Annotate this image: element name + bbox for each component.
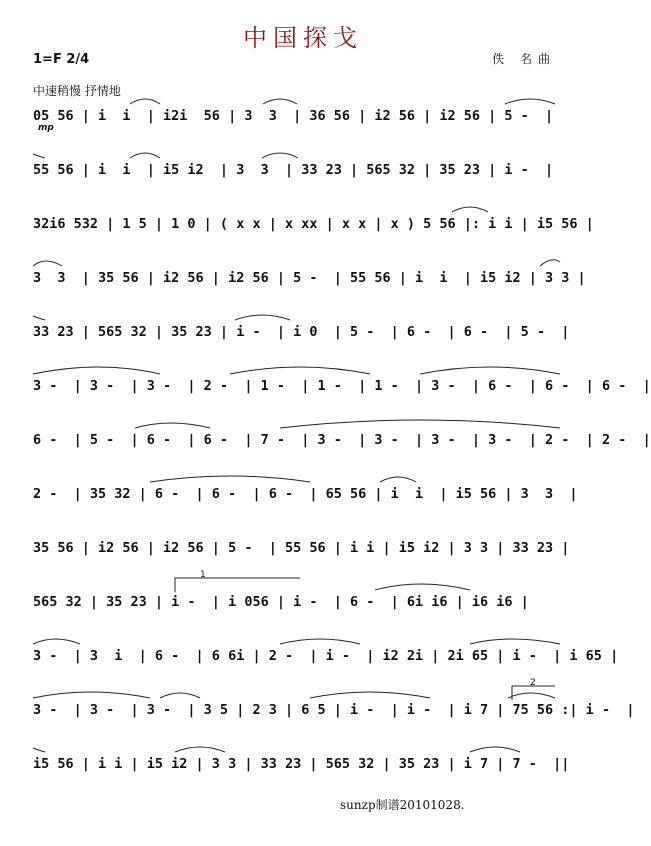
staff-line-13: i5 56 | i i | i5 i2 | 3 3 | 33 23 | 565 32 | 35 23 | i 7 | 7 - ||	[33, 756, 570, 772]
staff-line-6: 3 - | 3 - | 3 - | 2 - | 1 - | 1 - | 1 - | 3 - | 6 - | 6 - | 6 - |	[33, 378, 651, 394]
staff-line-7: 6 - | 5 - | 6 - | 6 - | 7 - | 3 - | 3 - | 3 - | 3 - | 2 - | 2 - |	[33, 432, 651, 448]
staff-line-2: 55 56 | i i | i5 i2 | 3 3 | 33 23 | 565 32 | 35 23 | i - |	[33, 162, 554, 178]
staff-line-8: 2 - | 35 32 | 6 - | 6 - | 6 - | 65 56 | i i | i5 56 | 3 3 |	[33, 486, 578, 502]
staff-line-11: 3 - | 3 i | 6 - | 6 6i | 2 - | i - | i2 2i | 2i 65 | i - | i 65 |	[33, 648, 619, 664]
slur	[420, 367, 560, 374]
slur	[230, 367, 370, 374]
staff-line-4: 3 3 | 35 56 | i2 56 | i2 56 | 5 - | 55 56 | i i | i5 i2 | 3 3 |	[33, 270, 586, 286]
volta-2-label: 2	[530, 678, 536, 688]
footer-credit: sunzp制谱20101028.	[340, 798, 465, 812]
staff-line-3: 32i6 532 | 1 5 | 1 0 | ( x x | x xx | x x | x ) 5 56 |: i i | i5 56 |	[33, 216, 594, 232]
staff-line-1: 05 56 | i i | i2i 56 | 3 3 | 36 56 | i2 56 | i2 56 | 5 - |	[33, 108, 554, 124]
tempo-marking: 中速稍慢 抒情地	[33, 84, 121, 98]
staff-line-12: 3 - | 3 - | 3 - | 3 5 | 2 3 | 6 5 | i - | i - | i 7 | 75 56 :| i - |	[33, 702, 635, 718]
volta-1-label: 1	[200, 570, 206, 580]
composer-credit: 佚 名曲	[492, 52, 556, 66]
dynamic-marking: mp	[38, 123, 54, 133]
slur	[33, 367, 160, 374]
staff-line-5: 33 23 | 565 32 | 35 23 | i - | i 0 | 5 - | 6 - | 6 - | 5 - |	[33, 324, 570, 340]
key-signature: 1=F 2/4	[33, 52, 90, 67]
slur	[280, 420, 560, 428]
page-title: 中国探戈	[243, 24, 363, 52]
staff-line-10: 565 32 | 35 23 | i - | i 056 | i - | 6 - | 6i i6 | i6 i6 |	[33, 594, 529, 610]
staff-line-9: 35 56 | i2 56 | i2 56 | 5 - | 55 56 | i i | i5 i2 | 3 3 | 33 23 |	[33, 540, 570, 556]
